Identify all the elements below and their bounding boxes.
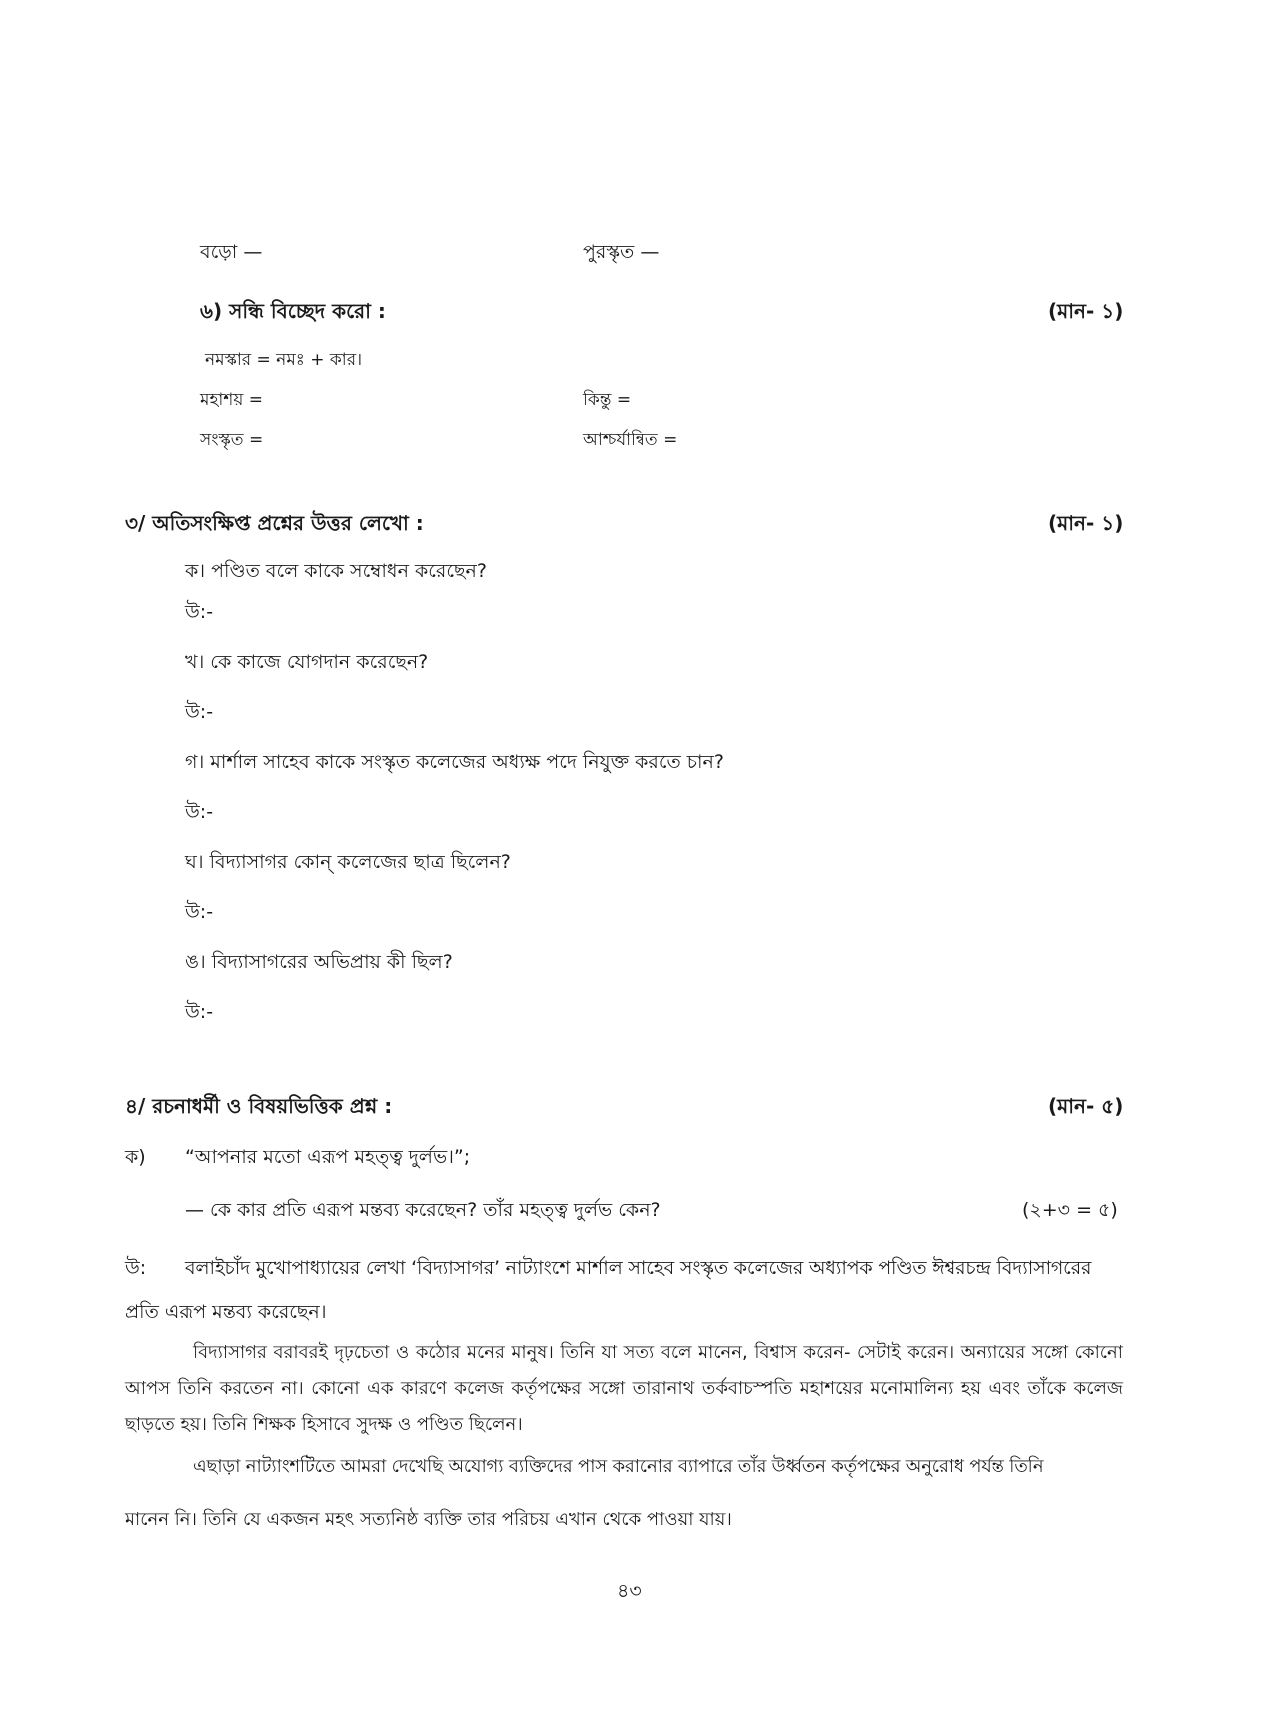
answer-label: উ:- <box>185 701 214 723</box>
page-number: ৪৩ <box>617 1580 642 1602</box>
section4-marks: (মান- ৫) <box>1048 1094 1124 1118</box>
answer-label: উ:- <box>185 1001 214 1023</box>
sandhi-item: কিন্তু = <box>583 390 632 410</box>
sandhi-item: মহাশয় = <box>200 390 264 410</box>
sandhi-item: সংস্কৃত = <box>200 430 264 450</box>
answer-label: উ:- <box>185 901 214 923</box>
sandhi-marks: (মান- ১) <box>1048 299 1124 323</box>
question-marks: (২+৩ = ৫) <box>1022 1199 1118 1221</box>
section3-marks: (মান- ১) <box>1048 511 1124 535</box>
word-puroskrito: পুরস্কৃত — <box>583 241 660 263</box>
answer-paragraph-3b: মানেন নি। তিনি যে একজন মহৎ সত্যনিষ্ঠ ব্যক্তি তার পরিচয় এখান থেকে পাওয়া যায়। <box>125 1509 732 1530</box>
answer-line1: বলাইচাঁদ মুখোপাধ্যায়ের লেখা ‘বিদ্যাসাগর’ নাট্যাংশে মার্শাল সাহেব সংস্কৃত কলেজের অধ্যাপক পণ্ডিত ঈশ্বরচন্দ্র বিদ্যাসাগরের <box>185 1257 1092 1279</box>
sandhi-heading: ৬) সন্ধি বিচ্ছেদ করো : <box>200 299 386 323</box>
question-gha: ঘ। বিদ্যাসাগর কোন্ কলেজের ছাত্র ছিলেন? <box>185 851 511 873</box>
question-text: — কে কার প্রতি এরূপ মন্তব্য করেছেন? তাঁর মহত্ত্ব দুর্লভ কেন? <box>185 1199 661 1221</box>
question-ga: গ। মার্শাল সাহেব কাকে সংস্কৃত কলেজের অধ্যক্ষ পদে নিযুক্ত করতে চান? <box>185 751 724 773</box>
answer-line1b: প্রতি এরূপ মন্তব্য করেছেন। <box>125 1301 327 1323</box>
question-kha: খ। কে কাজে যোগদান করেছেন? <box>185 651 429 673</box>
answer-label: উ: <box>125 1257 147 1279</box>
question-uo: ঙ। বিদ্যাসাগরের অভিপ্রায় কী ছিল? <box>185 951 453 973</box>
quote: “আপনার মতো এরূপ মহত্ত্ব দুর্লভ।”; <box>185 1146 471 1168</box>
sandhi-example: নমস্কার = নমঃ + কার। <box>205 350 363 370</box>
section4-heading: ৪/ রচনাধর্মী ও বিষয়ভিত্তিক প্রশ্ন : <box>125 1094 393 1118</box>
question-label: ক) <box>125 1146 146 1168</box>
word-boro: বড়ো — <box>200 241 263 263</box>
answer-paragraph-2: বিদ্যাসাগর বরাবরই দৃঢ়চেতা ও কঠোর মনের মানুষ। তিনি যা সত্য বলে মানেন, বিশ্বাস করেন- সেটাই করেন। অন্যায়ের সঙ্গো কোনো আপস তিনি করতেন না। কোনো এক কারণে কলেজ কর্তৃপক্ষের সঙ্গো তারানাথ তর্কবাচস্পতি মহাশয়ের মনোমালিন্য হয় এবং তাঁকে কলেজ ছাড়তে হয়। তিনি শিক্ষক হিসাবে সুদক্ষ ও পণ্ডিত ছিলেন। <box>125 1342 1123 1435</box>
answer-label: উ:- <box>185 601 214 623</box>
sandhi-item: আশ্চর্যান্বিত = <box>583 430 678 450</box>
question-ka: ক। পণ্ডিত বলে কাকে সম্বোধন করেছেন? <box>185 560 487 582</box>
answer-label: উ:- <box>185 801 214 823</box>
section3-heading: ৩/ অতিসংক্ষিপ্ত প্রশ্নের উত্তর লেখো : <box>125 511 424 535</box>
answer-paragraph-3: এছাড়া নাট্যাংশটিতে আমরা দেখেছি অযোগ্য ব্যক্তিদের পাস করানোর ব্যাপারে তাঁর উর্ধ্বতন কর্তৃপক্ষের অনুরোধ পর্যন্ত তিনি <box>193 1456 1044 1477</box>
